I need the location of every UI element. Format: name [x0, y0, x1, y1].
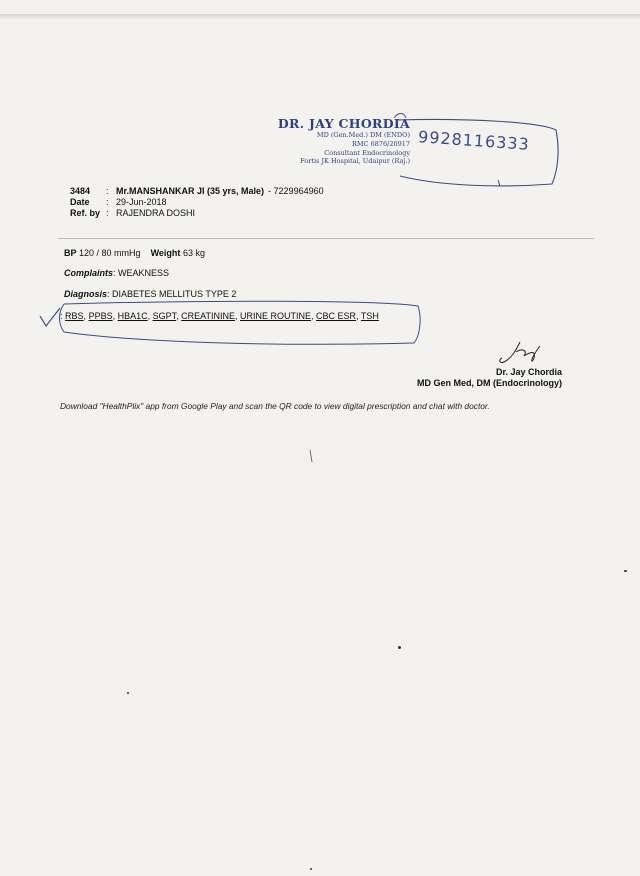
- doctor-stamp-hospital: Fortis JK Hospital, Udaipur (Raj.): [300, 157, 410, 166]
- patient-row-ref: [70, 208, 324, 219]
- visit-date: 29-Jun-2018: [116, 197, 167, 207]
- tests-prefix: :: [60, 311, 63, 321]
- referred-by: RAJENDRA DOSHI: [116, 208, 196, 218]
- test-item: HBA1C: [117, 311, 148, 321]
- scan-speck: [398, 646, 401, 649]
- test-item: CREATININE: [181, 311, 235, 321]
- signature-block: [380, 367, 562, 389]
- scan-speck: [310, 868, 312, 870]
- handwritten-phone: 9928116333: [417, 127, 531, 154]
- scan-speck: [624, 570, 627, 572]
- diagnosis-label: Diagnosis: [64, 289, 108, 299]
- test-item: PPBS: [88, 311, 113, 321]
- doctor-stamp-degree: MD (Gen.Med.) DM (ENDO): [316, 131, 410, 139]
- colon: :: [106, 208, 109, 218]
- doctor-stamp-name: DR. JAY CHORDIA: [277, 116, 410, 131]
- diagnosis: Diagnosis: DIABETES MELLITUS TYPE 2: [64, 289, 237, 299]
- signatory-name: Dr. Jay Chordia: [495, 367, 562, 377]
- signatory-qualification: MD Gen Med, DM (Endocrinology): [417, 378, 562, 388]
- test-item: TSH: [360, 311, 379, 321]
- diagnosis-value: DIABETES MELLITUS TYPE 2: [112, 289, 237, 299]
- ref-label: Ref. by: [70, 208, 101, 218]
- paper-fold: [0, 14, 640, 20]
- patient-name: Mr.MANSHANKAR JI (35 yrs, Male): [116, 186, 265, 196]
- weight-value: 63 kg: [182, 248, 205, 258]
- doctor-stamp-rmc: RMC 6876/20917: [352, 139, 410, 148]
- bp-label: BP: [64, 248, 77, 258]
- complaints: Complaints: WEAKNESS: [64, 268, 170, 278]
- patient-phone: - 7229964960: [268, 186, 324, 196]
- test-item: RBS: [65, 311, 84, 321]
- patient-row-date: [70, 197, 324, 208]
- date-label: Date: [70, 197, 90, 207]
- footer-note: Download "HealthPlix" app from Google Play and scan the QR code to view digital prescription and chat with doctor.: [60, 401, 490, 411]
- complaints-value: WEAKNESS: [118, 268, 170, 278]
- test-item: CBC ESR: [316, 311, 357, 321]
- colon: :: [106, 197, 109, 207]
- complaints-label: Complaints: [64, 268, 114, 278]
- test-item: SGPT: [152, 311, 177, 321]
- doctor-stamp-title: Consultant Endocrinology: [324, 148, 410, 157]
- colon: :: [106, 186, 109, 196]
- section-divider: [58, 238, 594, 239]
- doctor-stamp: [262, 116, 410, 166]
- bp-value: 120 / 80 mmHg: [79, 248, 141, 258]
- patient-info: [70, 186, 324, 219]
- test-item: URINE ROUTINE: [240, 311, 312, 321]
- vitals: [64, 248, 205, 258]
- weight-label: Weight: [150, 248, 181, 258]
- patient-row-id: [70, 186, 324, 197]
- signature-scribble: [490, 338, 550, 368]
- investigations: : RBS, PPBS, HBA1C, SGPT, CREATININE, URINE ROUTINE, CBC ESR, TSH: [60, 311, 379, 321]
- scan-speck: [127, 692, 129, 694]
- patient-id: 3484: [70, 186, 91, 196]
